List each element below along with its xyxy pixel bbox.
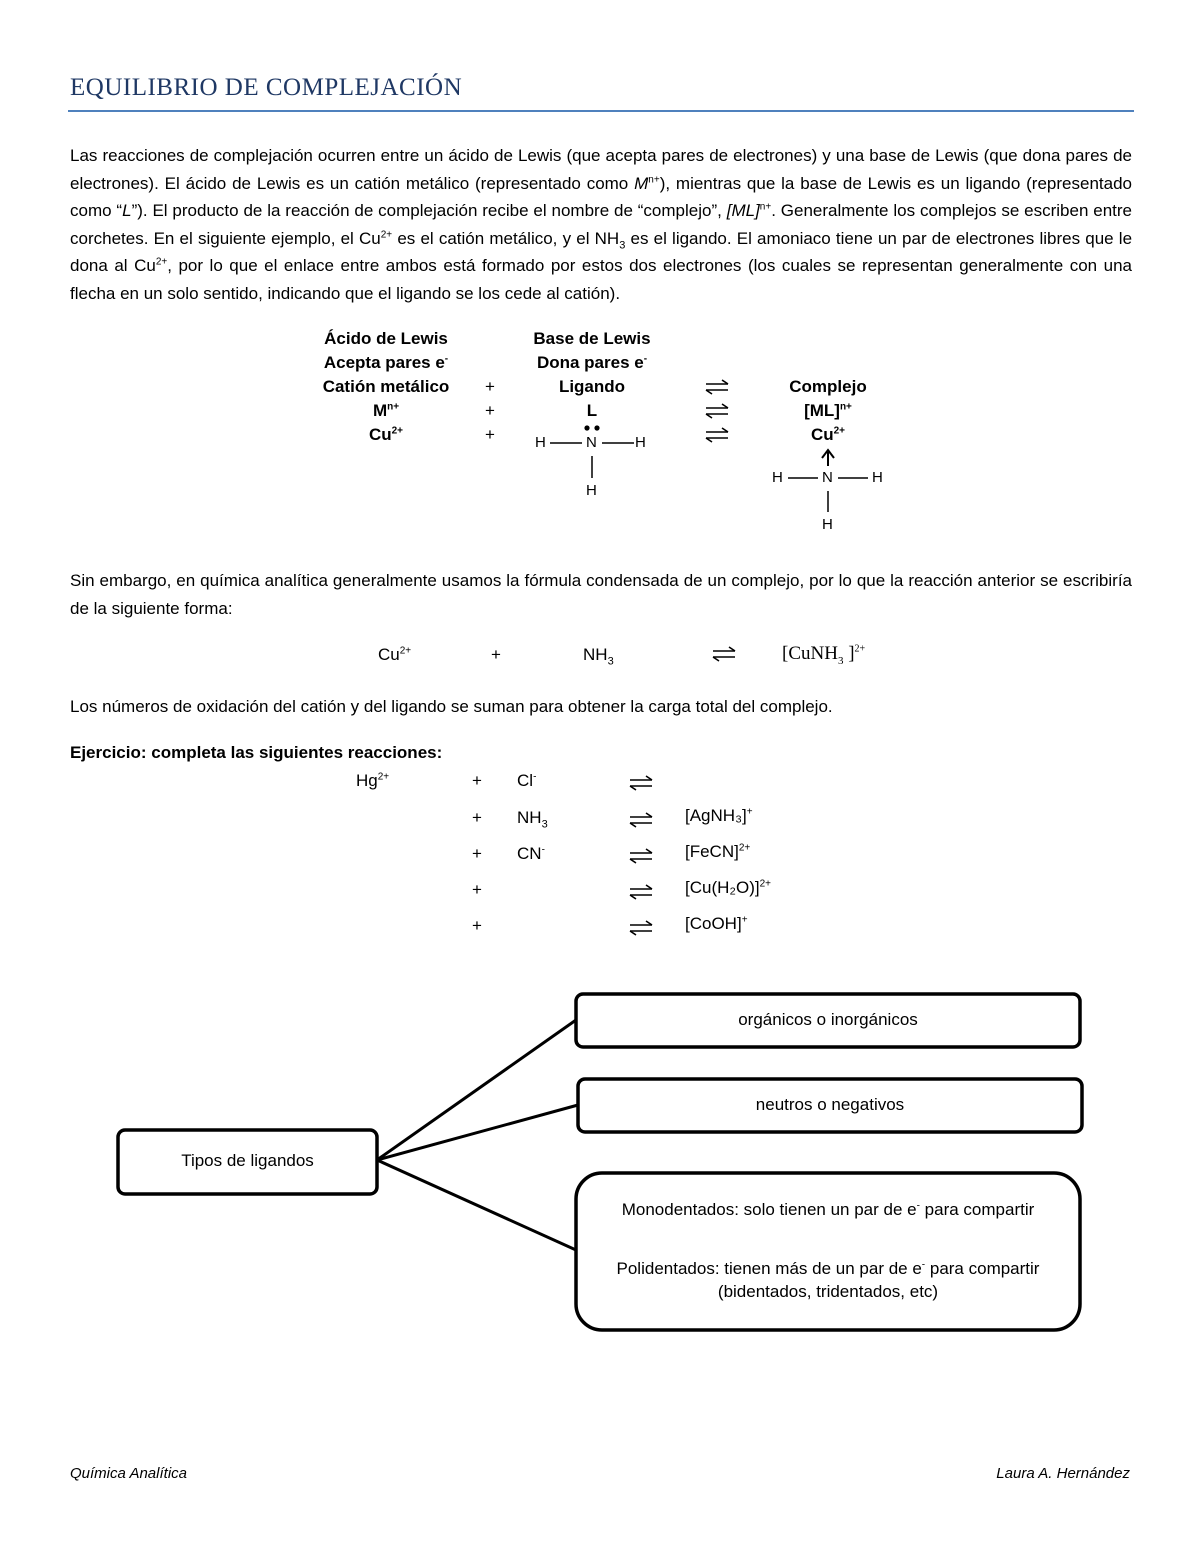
box-organic-label: orgánicos o inorgánicos — [738, 1010, 918, 1029]
atom-h-bottom: H — [822, 516, 833, 533]
intro-ml: [ML] — [726, 201, 760, 220]
base-ligand: Ligando — [558, 377, 626, 396]
exercise-product: [FeCN]$^{2+}$ — [685, 842, 751, 861]
intro-text-1: Las reacciones de complejación ocurren entre un ácido de Lewis (que acepta pares de electrones) y una base de Lewis (que dona pares de electrones). El ácido de Lewis es un catión metálico (representado como — [70, 146, 1132, 193]
exercise-cation: $Hg^{2+}$ — [356, 771, 390, 790]
acid-cu: $Cu^{2+}$ — [368, 425, 404, 444]
page-title: EQUILIBRIO DE COMPLEJACIÓN — [70, 74, 463, 101]
plus-sign: + — [485, 401, 495, 420]
base-l: L — [586, 401, 598, 420]
product-ml: [ML]$^{n+}$ — [804, 401, 852, 420]
box-polydentate-label: Polidentados: tienen más de un par de e- para compartir — [616, 1259, 1040, 1278]
connector-line — [377, 1160, 576, 1250]
equilibrium-arrow — [706, 380, 728, 394]
equilibrium-arrow — [630, 849, 652, 863]
condensed-paragraph: Sin embargo, en química analítica generalmente usamos la fórmula condensada de un complejo, por lo que la reacción anterior se escribiría de la siguiente forma: — [70, 571, 1132, 618]
box-polydentate-examples: (bidentados, tridentados, etc) — [717, 1282, 939, 1301]
atom-n: N — [586, 434, 597, 451]
base-donates: Dona pares e- — [536, 353, 648, 372]
exercise-ligand: Cl- — [517, 771, 537, 790]
exercise-plus: + — [472, 844, 482, 863]
connector-line — [377, 1105, 578, 1160]
intro-cu-sup-2: 2+ — [155, 256, 168, 268]
intro-text-2: ), mientras que la base de Lewis es un ligando (representado como “ — [70, 173, 1132, 220]
exercise-plus: + — [472, 880, 482, 899]
equilibrium-arrow — [713, 647, 735, 661]
exercise-product: $[Cu(H_2O)]^{2+}$ — [685, 878, 772, 897]
exercise-plus: + — [472, 771, 482, 790]
lone-pair-dot — [584, 425, 589, 430]
intro-cu-sup: 2+ — [380, 228, 393, 240]
product-cu: $Cu^{2+}$ — [810, 425, 846, 444]
eq-plus: + — [491, 645, 501, 664]
atom-h-right: H — [872, 469, 883, 486]
exercise-plus: + — [472, 808, 482, 827]
acid-cation: Catión metálico — [322, 377, 450, 396]
root-label: Tipos de ligandos — [181, 1151, 314, 1170]
lone-pair-dot — [594, 425, 599, 430]
footer-left: Química Analítica — [70, 1465, 187, 1482]
oxidation-text: Los números de oxidación del catión y del ligando se suman para obtener la carga total del complejo. — [70, 697, 833, 716]
intro-l: L — [122, 201, 132, 220]
atom-n: N — [822, 469, 833, 486]
exercise-ligand: $NH_3$ — [517, 808, 548, 831]
plus-sign: + — [485, 425, 495, 444]
equilibrium-arrow — [630, 813, 652, 827]
acid-heading: Ácido de Lewis — [324, 329, 448, 348]
atom-h-right: H — [635, 434, 646, 451]
exercise-product: [AgNH₃]+ — [685, 806, 753, 825]
atom-h-left: H — [535, 434, 546, 451]
exercise-product: [CoOH]+ — [685, 914, 748, 933]
equilibrium-arrow — [630, 776, 652, 790]
connector-line — [377, 1020, 576, 1160]
footer-right: Laura A. Hernández — [996, 1465, 1130, 1482]
intro-text-4: . Generalmente los complejos se escriben entre corchetes. En el siguiente ejemplo, el Cu — [70, 201, 1133, 248]
category-box — [576, 1173, 1080, 1330]
plus-sign: + — [485, 377, 495, 396]
intro-text-7: , por lo que el enlace entre ambos está formado por estos dos electrones (los cuales se representan generalmente con una flecha en un solo sentido, indicando que el ligando se los cede al catión). — [70, 256, 1132, 303]
atom-h-bottom: H — [586, 482, 597, 499]
equilibrium-arrow — [630, 885, 652, 899]
intro-text-3: ”). El producto de la reacción de complejación recibe el nombre de “complejo”, — [131, 201, 727, 220]
equilibrium-arrow — [706, 428, 728, 442]
intro-ml-sup: n+ — [759, 201, 772, 213]
eq-nh3: $NH_3$ — [583, 645, 614, 668]
exercise-ligand: CN- — [517, 844, 545, 863]
product-heading: Complejo — [789, 377, 867, 396]
box-monodentate-label: Monodentados: solo tienen un par de e- para compartir — [621, 1200, 1035, 1219]
exercise-plus: + — [472, 916, 482, 935]
equilibrium-arrow — [630, 921, 652, 935]
intro-m-sup: n+ — [648, 173, 660, 185]
intro-text-6: es el ligando. El amoniaco tiene un par de electrones libres que le dona al Cu — [70, 228, 1133, 275]
box-neutral-label: neutros o negativos — [755, 1095, 905, 1114]
base-heading: Base de Lewis — [533, 329, 651, 348]
acid-m: $M^{n+}$ — [372, 401, 400, 420]
acid-accepts: Acepta pares e- — [323, 353, 449, 372]
atom-h-left: H — [772, 469, 783, 486]
intro-m: M — [634, 173, 649, 193]
eq-complex: [CuNH$_3$ ]$^{2+}$ — [782, 643, 866, 667]
equilibrium-arrow — [706, 404, 728, 418]
exercise-heading: Ejercicio: completa las siguientes reacciones: — [70, 743, 443, 762]
intro-nh-sub: 3 — [619, 238, 626, 251]
eq-cu: $Cu^{2+}$ — [378, 645, 412, 664]
intro-text-5: es el catión metálico, y el NH — [392, 228, 620, 248]
